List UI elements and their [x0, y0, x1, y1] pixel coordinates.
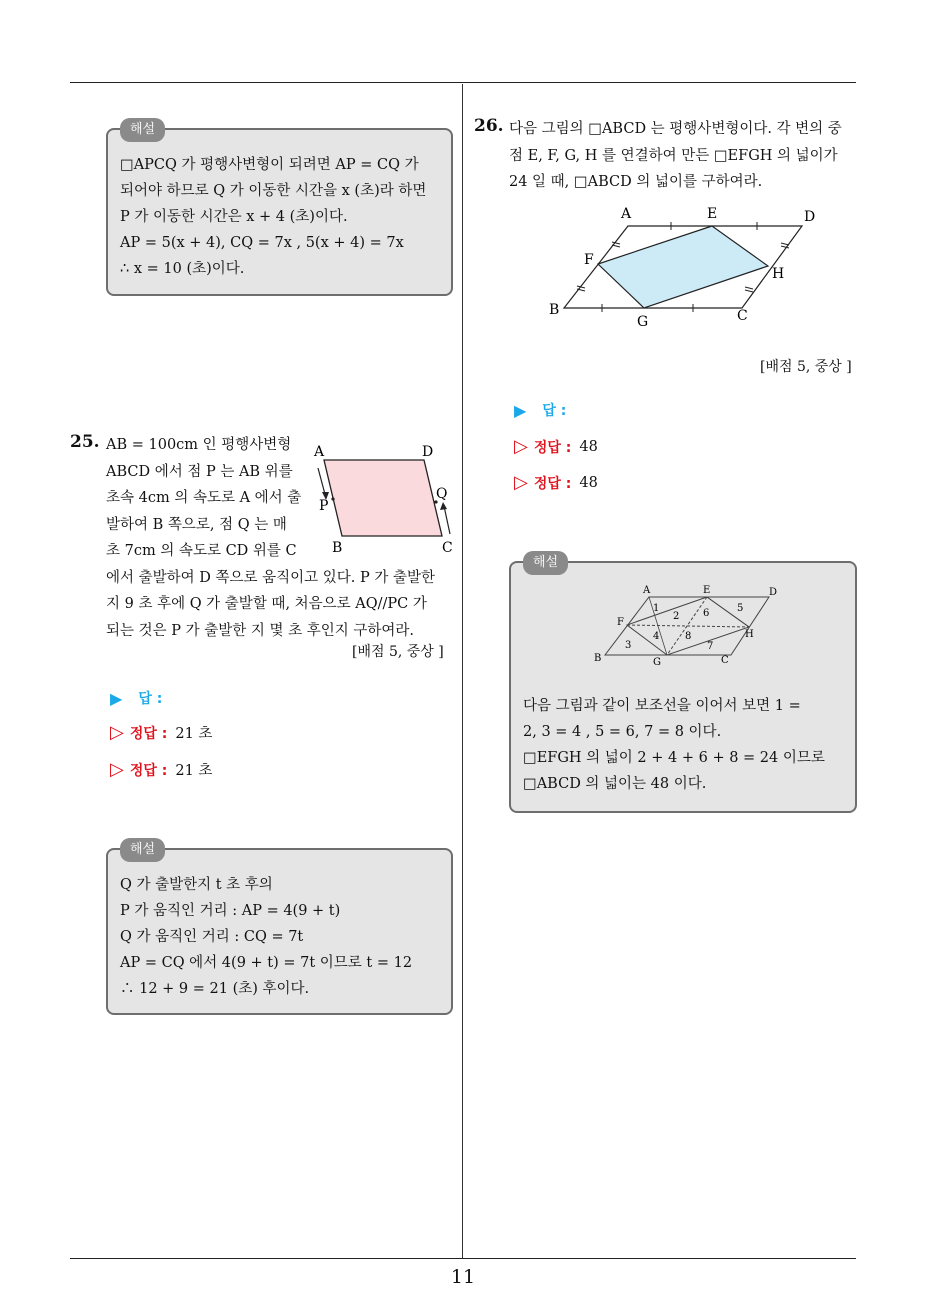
correct-value: 21 초: [175, 763, 213, 779]
question-line: 초 7cm 의 속도로 CD 위를 C: [106, 543, 297, 559]
solution-line: □APCQ 가 평행사변형이 되려면 AP = CQ 가: [120, 157, 419, 173]
question-line: 발하여 B 쪽으로, 점 Q 는 매: [106, 516, 287, 533]
tick: [745, 290, 753, 292]
answer-label: 답 :: [542, 403, 567, 419]
play-icon: ▶: [514, 400, 527, 420]
label-p: P: [319, 498, 329, 514]
label-c: C: [442, 540, 453, 556]
question-number-25: 25.: [70, 432, 100, 452]
solution-box-26: [509, 555, 857, 813]
question-line: AB = 100cm 인 평행사변형: [106, 437, 292, 453]
label-c: C: [737, 308, 748, 324]
correct-row-26-1: [514, 436, 598, 457]
region-5: 5: [737, 603, 744, 614]
question-line: 초속 4cm 의 속도로 A 에서 출: [106, 490, 302, 506]
triangle-outline-icon: ▷: [110, 759, 124, 780]
aux-line: [627, 625, 749, 627]
bottom-rule: [70, 1258, 856, 1259]
parallelogram-abcd: [324, 460, 442, 536]
answer-row-26: [514, 400, 566, 420]
label-e: E: [707, 206, 718, 222]
label-f: F: [617, 617, 624, 628]
region-3: 3: [625, 640, 632, 651]
label-h: H: [772, 266, 785, 282]
play-icon: ▶: [110, 688, 123, 708]
region-4: 4: [653, 631, 660, 642]
correct-value: 48: [579, 438, 598, 455]
correct-label: 정답 :: [533, 475, 572, 492]
quadrilateral-efgh: [598, 226, 768, 308]
correct-row-26-2: [514, 472, 598, 493]
label-b: B: [549, 302, 560, 318]
region-6: 6: [703, 608, 710, 619]
solution-tag: 해설: [120, 118, 165, 142]
correct-label: 정답 :: [129, 725, 168, 742]
region-7: 7: [707, 641, 714, 652]
label-d: D: [804, 209, 816, 225]
solution-tag: 해설: [120, 838, 165, 862]
label-g: G: [637, 314, 649, 330]
solution-line: Q 가 움직인 거리 : CQ = 7t: [120, 929, 304, 945]
question-line: 지 9 초 후에 Q 가 출발할 때, 처음으로 AQ//PC 가: [106, 596, 427, 612]
label-f: F: [584, 252, 594, 268]
tick: [612, 245, 620, 247]
label-q: Q: [436, 486, 448, 502]
label-a: A: [621, 206, 632, 222]
label-c: C: [721, 655, 729, 666]
question-line: 되는 것은 P 가 출발한 지 몇 초 후인지 구하여라.: [106, 622, 414, 639]
solution-box-25: [106, 842, 453, 1015]
tick: [781, 243, 789, 245]
solution-line: AP = CQ 에서 4(9 + t) = 7t 이므로 t = 12: [120, 955, 413, 971]
solution-line: 다음 그림과 같이 보조선을 이어서 보면 1 =: [523, 698, 801, 714]
arrowhead-q: [440, 502, 447, 510]
correct-value: 21 초: [175, 726, 213, 742]
correct-row-25-1: [110, 722, 212, 743]
correct-value: 48: [579, 474, 598, 491]
label-d: D: [422, 444, 434, 460]
triangle-outline-icon: ▷: [110, 722, 124, 743]
question-text-26: [509, 116, 859, 196]
solution-line: □ABCD 의 넓이는 48 이다.: [523, 776, 707, 792]
score-26: [배점 5, 중상 ]: [760, 359, 852, 375]
solution-line: 2, 3 = 4 , 5 = 6, 7 = 8 이다.: [523, 724, 722, 740]
solution-line: □EFGH 의 넓이 2 + 4 + 6 + 8 = 24 이므로: [523, 750, 825, 766]
triangle-outline-icon: ▷: [514, 436, 528, 457]
score-25: [배점 5, 중상 ]: [352, 644, 444, 660]
point-p: [331, 497, 334, 500]
solution-box-24: [106, 122, 453, 296]
correct-row-25-2: [110, 759, 212, 780]
solution-figure-26: [591, 581, 781, 669]
page-number: 11: [450, 1266, 476, 1288]
label-g: G: [653, 657, 661, 668]
triangle-outline-icon: ▷: [514, 472, 528, 493]
parallelogram-figure-26: [540, 200, 830, 335]
label-d: D: [769, 587, 778, 598]
solution-line: ∴ x = 10 (초)이다.: [120, 261, 245, 277]
question-number-26: 26.: [474, 116, 504, 136]
solution-tag: 해설: [523, 551, 568, 575]
question-line: 에서 출발하여 D 쪽으로 움직이고 있다. P 가 출발한: [106, 569, 435, 586]
solution-line: P 가 이동한 시간은 x + 4 (초)이다.: [120, 209, 348, 225]
region-8: 8: [685, 631, 692, 642]
label-h: H: [745, 629, 754, 640]
solution-line: 되어야 하므로 Q 가 이동한 시간을 x (초)라 하면: [120, 183, 427, 199]
solution-line: AP = 5(x + 4), CQ = 7x , 5(x + 4) = 7x: [120, 235, 404, 251]
parallelogram-figure-25: [306, 438, 462, 556]
answer-label: 답 :: [138, 691, 163, 707]
column-divider: [462, 84, 463, 1258]
region-2: 2: [673, 611, 680, 622]
question-line: ABCD 에서 점 P 는 AB 위를: [106, 463, 293, 480]
label-b: B: [332, 540, 343, 556]
label-a: A: [314, 444, 325, 460]
label-a: A: [643, 585, 651, 596]
solution-line: Q 가 출발한지 t 초 후의: [120, 877, 273, 893]
solution-line: ∴ 12 + 9 = 21 (초) 후이다.: [120, 981, 310, 997]
solution-line: P 가 움직인 거리 : AP = 4(9 + t): [120, 903, 341, 919]
correct-label: 정답 :: [129, 762, 168, 779]
label-e: E: [703, 585, 711, 596]
region-1: 1: [653, 603, 660, 614]
tick: [745, 287, 753, 289]
question-line: 점 E, F, G, H 를 연결하여 만든 □EFGH 의 넓이가: [509, 147, 838, 164]
question-line: 다음 그림의 □ABCD 는 평행사변형이다. 각 변의 중: [509, 121, 842, 137]
label-b: B: [594, 653, 602, 664]
top-rule: [70, 82, 856, 83]
arrow-q: [444, 506, 450, 534]
correct-label: 정답 :: [533, 439, 572, 456]
question-line: 24 일 때, □ABCD 의 넓이를 구하여라.: [509, 174, 763, 190]
answer-row-25: [110, 688, 162, 708]
